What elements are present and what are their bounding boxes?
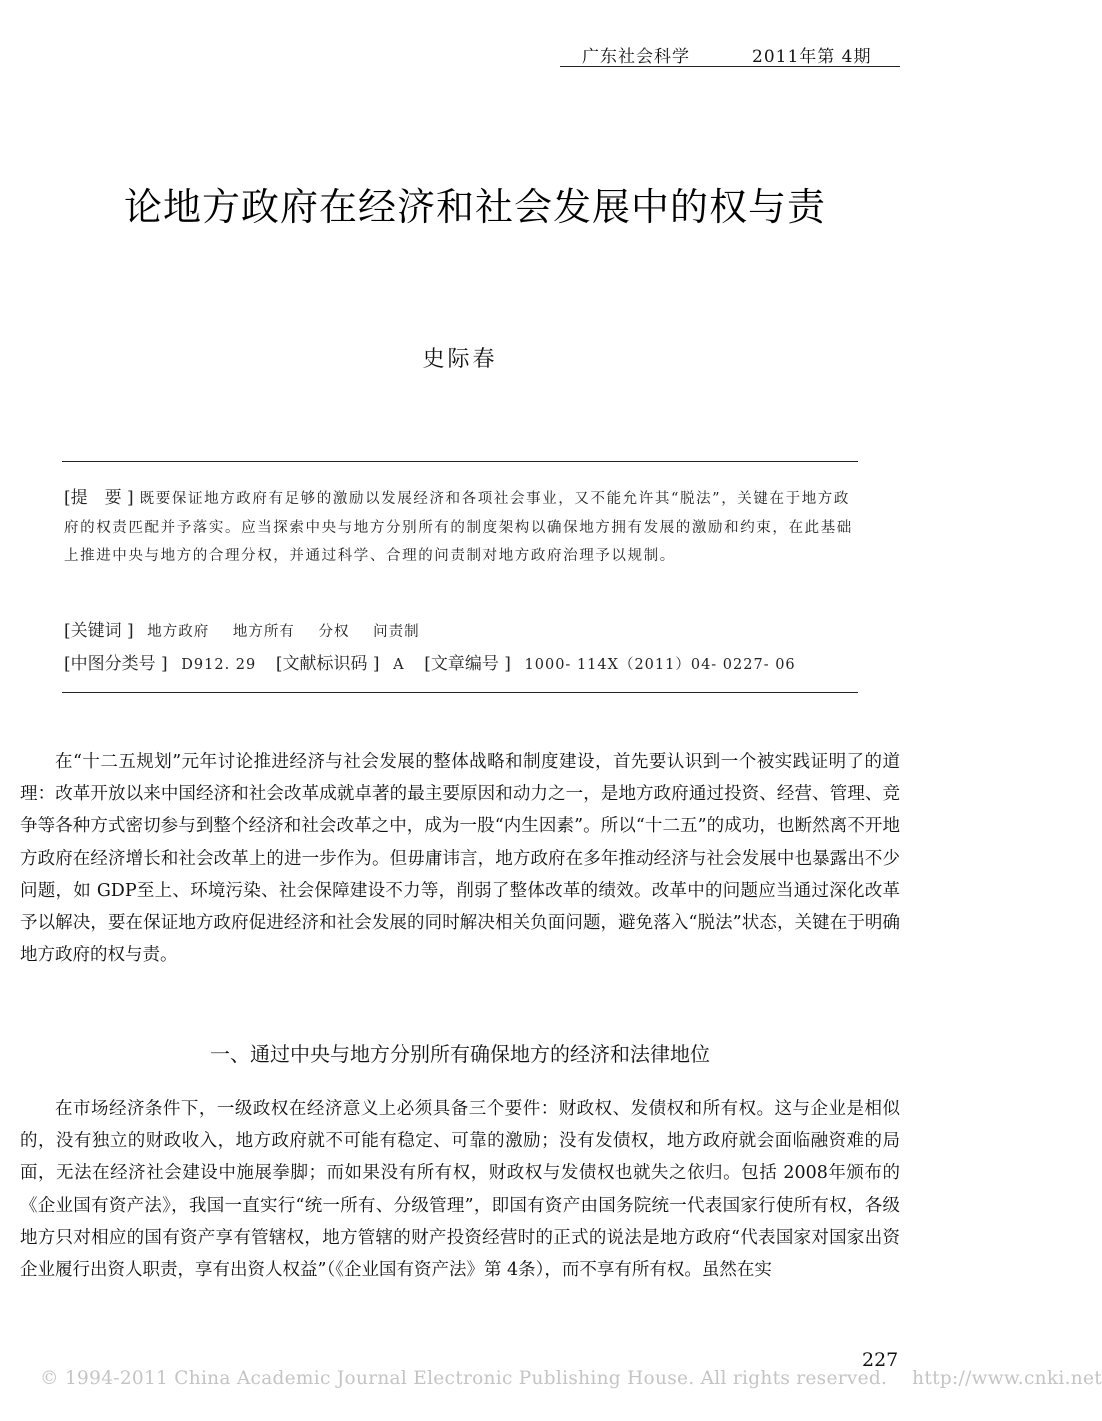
author-name: 史际春 (422, 347, 498, 372)
intro-section (20, 746, 900, 971)
section-body (20, 1093, 900, 1286)
journal-name: 广东社会科学 (582, 47, 690, 67)
clc-label: [中图分类号 ] (64, 654, 168, 674)
classification-line (64, 649, 810, 674)
running-header (560, 40, 900, 67)
keyword: 地方政府 (147, 624, 210, 640)
keywords-label: [关键词 ] (64, 621, 134, 641)
doc-code-value: A (393, 657, 405, 673)
abstract-label: [提 要 ] (64, 488, 134, 508)
bottom-rule (62, 692, 858, 693)
keywords-line (64, 616, 438, 641)
issue-info: 2011年第 4期 (752, 47, 872, 67)
abstract-text: 既要保证地方政府有足够的激励以发展经济和各项社会事业，又不能允许其“脱法”，关键在于地方政府的权责匹配并予落实。应当探索中央与地方分别所有的制度架构以确保地方拥有发展的激励和约束，在此基础上推进中央与地方的合理分权，并通过科学、合理的问责制对地方政府治理予以规制。 (64, 491, 853, 564)
article-number-value: 1000- 114X（2011）04- 0227- 06 (524, 657, 796, 673)
article-title: 论地方政府在经济和社会发展中的权与责 (123, 185, 826, 229)
article-number-label: [文章编号 ] (424, 654, 511, 674)
page-number: 227 (862, 1349, 899, 1371)
keyword: 地方所有 (232, 624, 295, 640)
keyword: 分权 (318, 624, 350, 640)
clc-value: D912. 29 (181, 657, 257, 673)
keyword: 问责制 (373, 624, 420, 640)
abstract (64, 484, 856, 571)
intro-paragraph: 在“十二五规划”元年讨论推进经济与社会发展的整体战略和制度建设，首先要认识到一个被实践证明了的道理：改革开放以来中国经济和社会改革成就卓著的最主要原因和动力之一，是地方政府通过投资、经营、管理、竞争等各种方式密切参与到整个经济和社会改革之中，成为一股“内生因素”。所以“十二五”的成功，也断然离不开地方政府在经济增长和社会改革上的进一步作为。但毋庸讳言，地方政府在多年推动经济与社会发展中也暴露出不少问题，如 GDP至上、环境污染、社会保障建设不力等，削弱了整体改革的绩效。改革中的问题应当通过深化改革予以解决，要在保证地方政府促进经济和社会发展的同时解决相关负面问题，避免落入“脱法”状态，关键在于明确地方政府的权与责。 (20, 752, 900, 966)
doc-code-label: [文献标识码 ] (275, 654, 380, 674)
section-paragraph: 在市场经济条件下，一级政权在经济意义上必须具备三个要件：财政权、发债权和所有权。这与企业是相似的，没有独立的财政收入，地方政府就不可能有稳定、可靠的激励；没有发债权，地方政府就会面临融资难的局面，无法在经济社会建设中施展拳脚；而如果没有所有权，财政权与发债权也就失之依归。包括 2008年颁布的《企业国有资产法》，我国一直实行“统一所有、分级管理”，即国有资产由国务院统一代表国家行使所有权，各级地方只对相应的国有资产享有管辖权，地方管辖的财产投资经营时的正式的说法是地方政府“代表国家对国家出资企业履行出资人职责，享有出资人权益”（《企业国有资产法》第 4条），而不享有所有权。虽然在实 (20, 1099, 900, 1281)
section-heading: 一、通过中央与地方分别所有确保地方的经济和法律地位 (210, 1042, 710, 1066)
top-rule (62, 461, 858, 462)
copyright-footer: © 1994-2011 China Academic Journal Electronic Publishing House. All rights reserved. http://www.cnki.net (40, 1368, 1102, 1389)
